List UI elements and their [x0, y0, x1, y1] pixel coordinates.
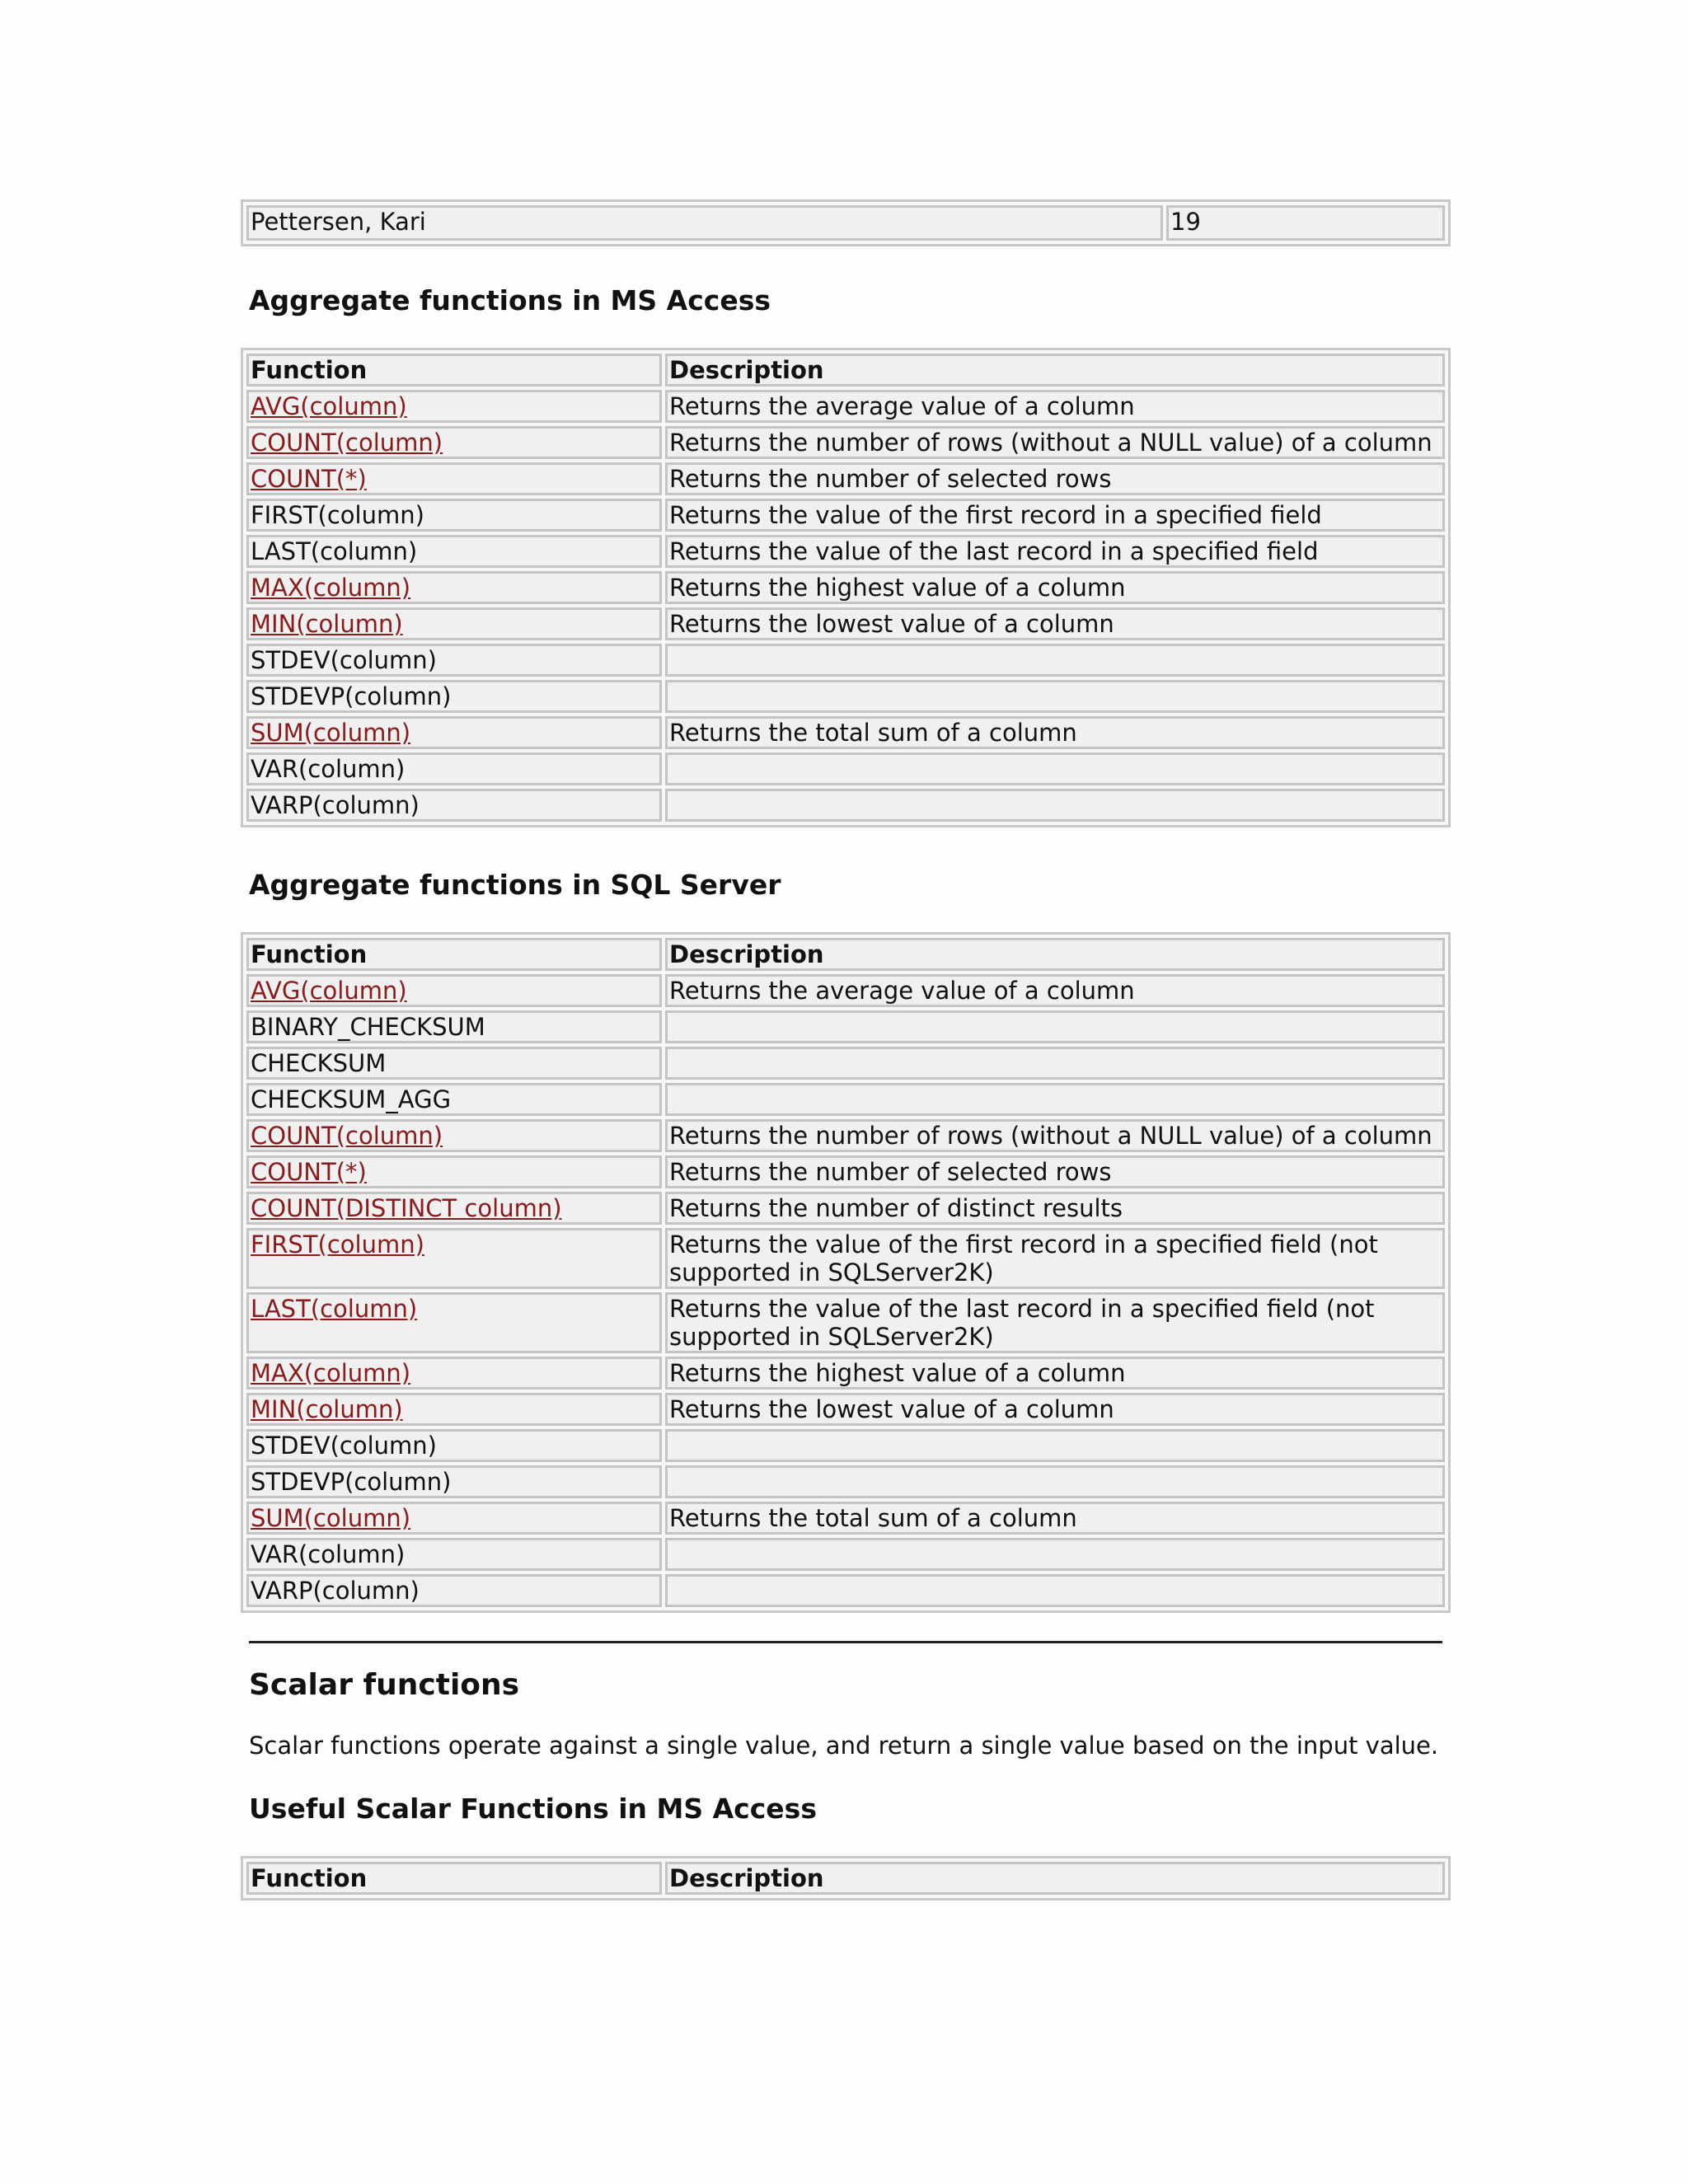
result-name-cell: Pettersen, Kari	[246, 205, 1163, 241]
description-cell: Returns the number of rows (without a NULL value) of a column	[665, 1119, 1445, 1152]
table-row	[246, 535, 1445, 568]
table-row	[246, 1502, 1445, 1535]
function-cell	[246, 1119, 662, 1152]
function-link[interactable]: AVG(column)	[251, 977, 407, 1005]
document-page	[241, 199, 1451, 1900]
function-cell	[246, 1192, 662, 1225]
description-cell: Returns the highest value of a column	[665, 1357, 1445, 1390]
table-row	[246, 644, 1445, 677]
function-cell	[246, 499, 662, 532]
table-row	[246, 1119, 1445, 1152]
table-row	[246, 974, 1445, 1007]
table-row	[246, 1465, 1445, 1498]
table-row	[246, 499, 1445, 532]
function-name: CHECKSUM	[251, 1049, 387, 1077]
description-cell	[665, 1465, 1445, 1498]
table-row	[246, 752, 1445, 785]
function-name: VARP(column)	[251, 1577, 420, 1605]
access-scalar-heading: Useful Scalar Functions in MS Access	[249, 1793, 817, 1825]
function-cell	[246, 1155, 662, 1188]
function-cell	[246, 716, 662, 749]
description-cell	[665, 1429, 1445, 1462]
function-column-header: Function	[246, 938, 662, 971]
description-cell	[665, 680, 1445, 713]
description-cell: Returns the number of selected rows	[665, 1155, 1445, 1188]
function-link[interactable]: COUNT(*)	[251, 1158, 367, 1186]
table-header-row	[246, 354, 1445, 387]
description-column-header: Description	[665, 1862, 1445, 1895]
description-cell: Returns the total sum of a column	[665, 1502, 1445, 1535]
function-cell	[246, 752, 662, 785]
description-cell: Returns the average value of a column	[665, 974, 1445, 1007]
description-cell	[665, 1010, 1445, 1043]
table-row	[246, 1155, 1445, 1188]
function-link[interactable]: COUNT(column)	[251, 429, 443, 457]
function-link[interactable]: COUNT(column)	[251, 1122, 443, 1150]
function-column-header: Function	[246, 1862, 662, 1895]
table-row	[246, 716, 1445, 749]
table-row	[246, 1192, 1445, 1225]
description-cell	[665, 1083, 1445, 1116]
description-cell: Returns the highest value of a column	[665, 571, 1445, 604]
function-link[interactable]: MAX(column)	[251, 574, 411, 602]
function-name: STDEV(column)	[251, 1432, 437, 1460]
access-aggregate-table	[241, 348, 1451, 827]
function-name: STDEVP(column)	[251, 682, 452, 710]
function-cell	[246, 1010, 662, 1043]
table-row	[246, 1357, 1445, 1390]
table-row	[246, 1083, 1445, 1116]
function-cell	[246, 1083, 662, 1116]
function-cell	[246, 535, 662, 568]
description-cell: Returns the number of selected rows	[665, 462, 1445, 495]
function-name: STDEV(column)	[251, 646, 437, 674]
function-cell	[246, 1574, 662, 1607]
function-cell	[246, 426, 662, 459]
function-column-header: Function	[246, 354, 662, 387]
function-link[interactable]: COUNT(*)	[251, 465, 367, 493]
table-row	[246, 390, 1445, 423]
description-cell	[665, 789, 1445, 822]
function-name: BINARY_CHECKSUM	[251, 1013, 485, 1041]
function-name: VAR(column)	[251, 1540, 406, 1568]
function-name: CHECKSUM_AGG	[251, 1085, 452, 1113]
table-header-row	[246, 1862, 1445, 1895]
table-row	[246, 680, 1445, 713]
table-row	[246, 1047, 1445, 1080]
description-cell: Returns the number of rows (without a NULL value) of a column	[665, 426, 1445, 459]
result-value-cell: 19	[1166, 205, 1445, 241]
function-cell	[246, 1429, 662, 1462]
function-cell	[246, 644, 662, 677]
function-link[interactable]: LAST(column)	[251, 1295, 418, 1323]
access-scalar-table	[241, 1856, 1451, 1900]
function-name: LAST(column)	[251, 537, 418, 565]
description-cell: Returns the average value of a column	[665, 390, 1445, 423]
function-link[interactable]: SUM(column)	[251, 719, 411, 747]
function-link[interactable]: MAX(column)	[251, 1359, 411, 1387]
table-row	[246, 789, 1445, 822]
function-link[interactable]: COUNT(DISTINCT column)	[251, 1194, 562, 1222]
function-name: STDEVP(column)	[251, 1468, 452, 1496]
function-cell	[246, 462, 662, 495]
description-cell: Returns the lowest value of a column	[665, 607, 1445, 640]
function-cell	[246, 680, 662, 713]
function-cell	[246, 1393, 662, 1426]
description-cell: Returns the value of the first record in a specified field (not supported in SQLServer2K)	[665, 1228, 1445, 1289]
function-cell	[246, 1292, 662, 1353]
function-cell	[246, 1357, 662, 1390]
table-row	[246, 205, 1445, 241]
description-column-header: Description	[665, 938, 1445, 971]
table-row	[246, 426, 1445, 459]
function-cell	[246, 1465, 662, 1498]
table-row	[246, 607, 1445, 640]
function-name: FIRST(column)	[251, 501, 424, 529]
table-row	[246, 1538, 1445, 1571]
function-cell	[246, 1047, 662, 1080]
function-cell	[246, 607, 662, 640]
description-cell: Returns the lowest value of a column	[665, 1393, 1445, 1426]
table-row	[246, 1292, 1445, 1353]
function-name: VAR(column)	[251, 755, 406, 783]
table-row	[246, 1228, 1445, 1289]
function-cell	[246, 1502, 662, 1535]
sqlserver-aggregate-table	[241, 932, 1451, 1613]
table-row	[246, 1429, 1445, 1462]
table-row	[246, 462, 1445, 495]
function-cell	[246, 1538, 662, 1571]
description-cell: Returns the number of distinct results	[665, 1192, 1445, 1225]
description-cell: Returns the value of the last record in a specified field	[665, 535, 1445, 568]
function-link[interactable]: SUM(column)	[251, 1504, 411, 1532]
function-link[interactable]: MIN(column)	[251, 610, 403, 638]
function-cell	[246, 789, 662, 822]
description-cell	[665, 1047, 1445, 1080]
result-table	[241, 199, 1451, 246]
scalar-functions-intro: Scalar functions operate against a single value, and return a single value based on the input value.	[249, 1732, 1439, 1760]
table-row	[246, 1393, 1445, 1426]
access-aggregate-heading: Aggregate functions in MS Access	[249, 284, 771, 316]
function-link[interactable]: MIN(column)	[251, 1395, 403, 1423]
description-cell	[665, 752, 1445, 785]
function-cell	[246, 571, 662, 604]
description-column-header: Description	[665, 354, 1445, 387]
function-cell	[246, 1228, 662, 1289]
function-name: VARP(column)	[251, 791, 420, 819]
function-link[interactable]: FIRST(column)	[251, 1230, 424, 1258]
table-row	[246, 1010, 1445, 1043]
description-cell: Returns the value of the first record in a specified field	[665, 499, 1445, 532]
description-cell	[665, 1538, 1445, 1571]
table-row	[246, 1574, 1445, 1607]
description-cell	[665, 1574, 1445, 1607]
description-cell: Returns the total sum of a column	[665, 716, 1445, 749]
table-row	[246, 571, 1445, 604]
function-cell	[246, 390, 662, 423]
description-cell: Returns the value of the last record in a specified field (not supported in SQLServer2K)	[665, 1292, 1445, 1353]
scalar-functions-heading: Scalar functions	[249, 1668, 520, 1702]
table-header-row	[246, 938, 1445, 971]
description-cell	[665, 644, 1445, 677]
function-link[interactable]: AVG(column)	[251, 392, 407, 420]
sqlserver-aggregate-heading: Aggregate functions in SQL Server	[249, 869, 781, 901]
function-cell	[246, 974, 662, 1007]
